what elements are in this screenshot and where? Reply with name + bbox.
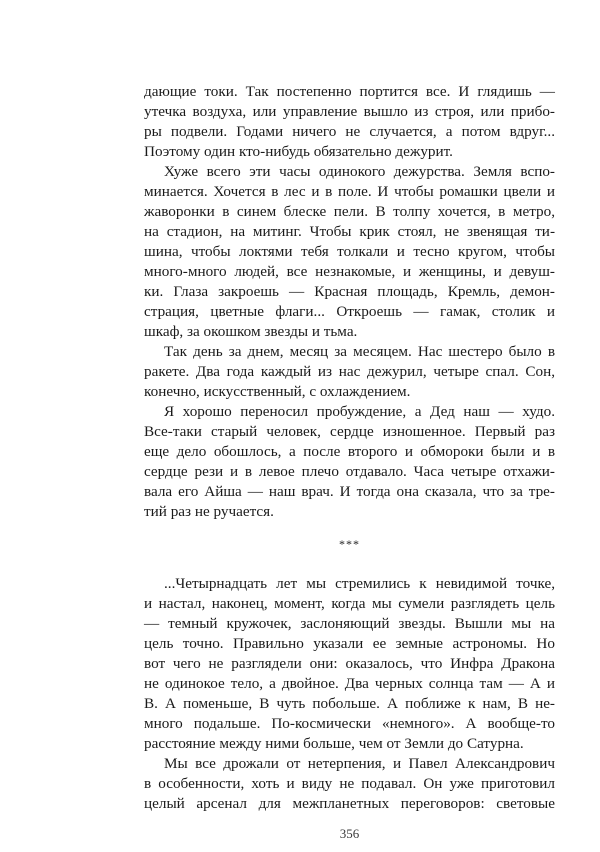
text-line: Все-таки старый человек, сердце изношенное. Первый раз — [144, 423, 555, 440]
text-line: В. А поменьше, В чуть побольше. А поближе к нам, В не- — [144, 695, 555, 712]
text-line: шина, чтобы локтями тебя толкали и тесно кругом, чтобы — [144, 243, 555, 260]
text-line: ры подвели. Годами ничего не случается, а потом вдруг... — [144, 123, 555, 140]
text-line: утечка воздуха, или управление вышло из строя, или прибо- — [144, 103, 555, 120]
text-line: целый арсенал для межпланетных переговоров: световые — [144, 795, 555, 812]
text-line: ки. Глаза закроешь — Красная площадь, Кремль, демон- — [144, 283, 555, 300]
text-line: много-много людей, все незнакомые, и женщины, и девуш- — [144, 263, 555, 280]
text-line: еще дело обошлось, а после второго и обмороки были и в — [144, 443, 555, 460]
text-line: цель точно. Правильно указали ее земные астрономы. Но — [144, 635, 555, 652]
text-line: Поэтому один кто-нибудь обязательно дежурит. — [144, 143, 453, 160]
text-line: вала его Айша — наш врач. И тогда она сказала, что за тре- — [144, 483, 555, 500]
text-line: расстояние между ними больше, чем от Земли до Сатурна. — [144, 735, 524, 752]
text-line: конечно, искусственный, с охлаждением. — [144, 383, 411, 400]
text-line: страция, цветные флаги... Откроешь — гамак, столик и — [144, 303, 555, 320]
text-line: шкаф, за окошком звезды и тьма. — [144, 323, 358, 340]
text-line: на стадион, на митинг. Чтобы крик стоял, не звенящая ти- — [144, 223, 555, 240]
text-line: вот чего не разглядели они: оказалось, что Инфра Дракона — [144, 655, 555, 672]
text-line: Мы все дрожали от нетерпения, и Павел Александрович — [164, 755, 555, 772]
text-line: не одинокое тело, а двойное. Два черных солнца там — А и — [144, 675, 555, 692]
text-line: и настал, наконец, момент, когда мы сумели разглядеть цель — [144, 595, 555, 612]
text-line: Я хорошо переносил пробуждение, а Дед наш — худо. — [164, 403, 555, 420]
text-line: — темный кружочек, заслоняющий звезды. Вышли мы на — [144, 615, 555, 632]
text-line: в особенности, хоть и виду не подавал. Он уже приготовил — [144, 775, 555, 792]
text-line: тий раз не ручается. — [144, 503, 274, 520]
text-line: минается. Хочется в лес и в поле. И чтобы ромашки цвели и — [144, 183, 555, 200]
section-separator: *** — [339, 537, 360, 551]
text-line: сердце рези и в левое плечо отдавало. Часа четыре отхажи- — [144, 463, 555, 480]
text-line: ...Четырнадцать лет мы стремились к невидимой точке, — [164, 575, 555, 592]
page-number: 356 — [339, 826, 360, 841]
text-line: Так день за днем, месяц за месяцем. Нас шестеро было в — [164, 343, 555, 360]
text-line: жаворонки в синем блеске пели. В толпу хочется, в метро, — [144, 203, 555, 220]
text-line: Хуже всего эти часы одинокого дежурства. Земля вспо- — [164, 163, 555, 180]
text-line: ракете. Два года каждый из нас дежурил, четыре спал. Сон, — [144, 363, 555, 380]
text-line: дающие токи. Так постепенно портится все. И глядишь — — [144, 83, 555, 100]
text-line: много подальше. По-космически «немного». А вообще-то — [144, 715, 555, 732]
